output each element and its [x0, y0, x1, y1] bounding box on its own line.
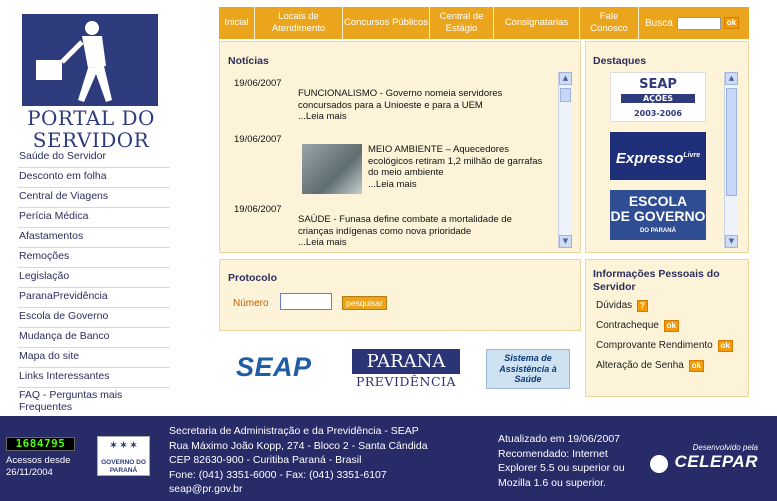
scroll-thumb[interactable]	[560, 88, 571, 102]
stars-icon: ✶ ✶ ✶	[109, 440, 138, 450]
info-row-label[interactable]: Dúvidas	[596, 300, 633, 311]
banner-seap-years: 2003-2006	[634, 109, 682, 118]
celepar-brand: CELEPAR	[674, 452, 758, 471]
updated-notice: Atualizado em 19/06/2007 Recomendado: Internet Explorer 5.5 ou superior ou Mozilla 1.6 ou superior.	[498, 433, 625, 489]
protocol-number-input[interactable]	[280, 293, 332, 310]
counter-caption: Acessos desde 26/11/2004	[6, 455, 71, 478]
tab-inicial[interactable]: Inicial	[219, 7, 255, 39]
banner-seap-sub: AÇÕES	[621, 94, 695, 103]
gov-logo-text: GOVERNO DO PARANÁ	[101, 459, 146, 474]
banner-escola-line2: DE GOVERNO	[610, 208, 706, 224]
info-row-label[interactable]: Contracheque	[596, 320, 659, 331]
scroll-thumb[interactable]	[726, 88, 737, 196]
tab-concursos-publicos[interactable]: Concursos Públicos	[343, 7, 430, 39]
nav-remocoes[interactable]: Remoções	[18, 248, 170, 268]
info-row-label[interactable]: Alteração de Senha	[596, 360, 684, 371]
sas-logo[interactable]: Sistema de Assistência à Saúde	[486, 349, 570, 389]
logo-figure	[22, 14, 158, 106]
info-row-alteracao-senha[interactable]	[596, 360, 704, 372]
highlights-scrollbar[interactable]	[724, 72, 738, 248]
news-date: 19/06/2007	[234, 78, 282, 89]
nav-mudanca-banco[interactable]: Mudança de Banco	[18, 328, 170, 348]
news-panel	[219, 41, 581, 253]
news-title: Notícias	[228, 55, 269, 67]
celepar-logo[interactable]	[648, 443, 758, 472]
top-menu	[219, 7, 749, 39]
nav-paranaprevidencia[interactable]: ParanaPrevidência	[18, 288, 170, 308]
search-input[interactable]	[677, 17, 721, 30]
parana-logo-bottom: PREVIDÊNCIA	[355, 374, 457, 389]
celepar-caption: Desenvolvido pela	[692, 443, 758, 452]
banner-escola-line3: DO PARANÁ	[640, 228, 676, 234]
scroll-up-icon[interactable]: ▲	[559, 72, 572, 85]
news-headline[interactable]: FUNCIONALISMO - Governo nomeia servidores concursados para a Unioeste e para a UEM	[298, 88, 503, 111]
news-headline[interactable]: SAÚDE - Funasa define combate a mortalidade de crianças indígenas como nova prioridade	[298, 214, 512, 237]
nav-pericia-medica[interactable]: Perícia Médica	[18, 208, 170, 228]
nav-afastamentos[interactable]: Afastamentos	[18, 228, 170, 248]
help-icon[interactable]: ?	[637, 300, 648, 312]
nav-saude-servidor[interactable]: Saúde do Servidor	[18, 148, 170, 168]
address-line: CEP 82630-900 - Curitiba Paraná - Brasil	[169, 454, 362, 466]
contact-address	[169, 424, 428, 497]
nav-central-viagens[interactable]: Central de Viagens	[18, 188, 170, 208]
tab-fale-conosco[interactable]: Fale Conosco	[580, 7, 639, 39]
protocol-search-button[interactable]: pesquisar	[342, 296, 387, 310]
info-row-comprovante[interactable]	[596, 340, 733, 352]
highlights-panel	[585, 41, 749, 253]
seap-acoes-banner[interactable]	[610, 72, 706, 122]
search-label: Busca	[645, 17, 673, 29]
seap-logo[interactable]: SEAP	[236, 352, 312, 382]
logo-text-line2: SERVIDOR	[32, 128, 150, 152]
info-row-label[interactable]: Comprovante Rendimento	[596, 340, 713, 351]
info-row-contracheque[interactable]	[596, 320, 679, 332]
address-line: Rua Máximo João Kopp, 274 - Bloco 2 - Santa Cândida	[169, 439, 428, 452]
search-ok-button[interactable]: ok	[724, 17, 739, 29]
scroll-down-icon[interactable]: ▼	[559, 235, 572, 248]
address-line: Secretaria de Administração e da Previdência - SEAP	[169, 425, 419, 437]
nav-faq[interactable]: FAQ - Perguntas mais Frequentes	[19, 389, 123, 413]
news-date: 19/06/2007	[234, 204, 282, 215]
search-area	[639, 7, 739, 39]
nav-mapa-site[interactable]: Mapa do site	[18, 348, 170, 368]
email-link[interactable]: seap@pr.gov.br	[169, 483, 243, 495]
nav-legislacao[interactable]: Legislação	[18, 268, 170, 288]
news-scrollbar[interactable]	[558, 72, 572, 248]
paranaprevidencia-logo[interactable]	[352, 349, 460, 391]
scroll-down-icon[interactable]: ▼	[725, 235, 738, 248]
protocol-number-label: Número	[233, 298, 269, 309]
logo-text-line1: PORTAL DO	[27, 106, 155, 130]
tab-central-estagio[interactable]: Central de Estágio	[430, 7, 494, 39]
escola-governo-banner[interactable]	[610, 190, 706, 240]
banner-expresso-name: Expresso	[615, 150, 684, 167]
scroll-up-icon[interactable]: ▲	[725, 72, 738, 85]
news-headline[interactable]: MEIO AMBIENTE – Aquecedores ecológicos retiram 1,2 milhão de garrafas do meio ambiente	[368, 144, 543, 178]
tab-consignatarias[interactable]: Consignatarias	[494, 7, 580, 39]
ok-button[interactable]: ok	[718, 340, 733, 352]
visit-counter: 1684795	[6, 437, 75, 451]
left-navigation	[18, 148, 170, 414]
ok-button[interactable]: ok	[689, 360, 704, 372]
highlights-title: Destaques	[593, 55, 647, 67]
governo-parana-logo[interactable]	[97, 436, 150, 476]
banner-expresso-sup: Livre	[683, 152, 701, 159]
expresso-livre-banner[interactable]	[610, 132, 706, 180]
celepar-icon	[650, 455, 668, 473]
ok-button[interactable]: ok	[664, 320, 679, 332]
protocol-title: Protocolo	[228, 272, 277, 284]
banner-escola-line1: ESCOLA	[628, 193, 688, 209]
news-date: 19/06/2007	[234, 134, 282, 145]
nav-escola-governo[interactable]: Escola de Governo	[18, 308, 170, 328]
footer	[0, 416, 777, 501]
nav-desconto-folha[interactable]: Desconto em folha	[18, 168, 170, 188]
protocol-panel	[219, 259, 581, 331]
tab-locais-atendimento[interactable]: Locais de Atendimento	[255, 7, 343, 39]
nav-links-interessantes[interactable]: Links Interessantes	[18, 368, 170, 388]
news-thumbnail[interactable]	[302, 144, 362, 194]
read-more-link[interactable]: ...Leia mais	[368, 178, 417, 190]
read-more-link[interactable]: ...Leia mais	[298, 237, 347, 248]
info-row-duvidas[interactable]	[596, 300, 648, 312]
address-line: Fone: (041) 3351-6000 - Fax: (041) 3351-6107	[169, 468, 387, 481]
personal-info-title: Informações Pessoais do Servidor	[593, 268, 720, 293]
portal-logo[interactable]	[20, 14, 160, 152]
personal-info-panel	[585, 259, 749, 397]
read-more-link[interactable]: ...Leia mais	[298, 111, 347, 122]
parana-logo-top: PARANA	[352, 349, 460, 374]
banner-seap-name: SEAP	[639, 77, 677, 92]
